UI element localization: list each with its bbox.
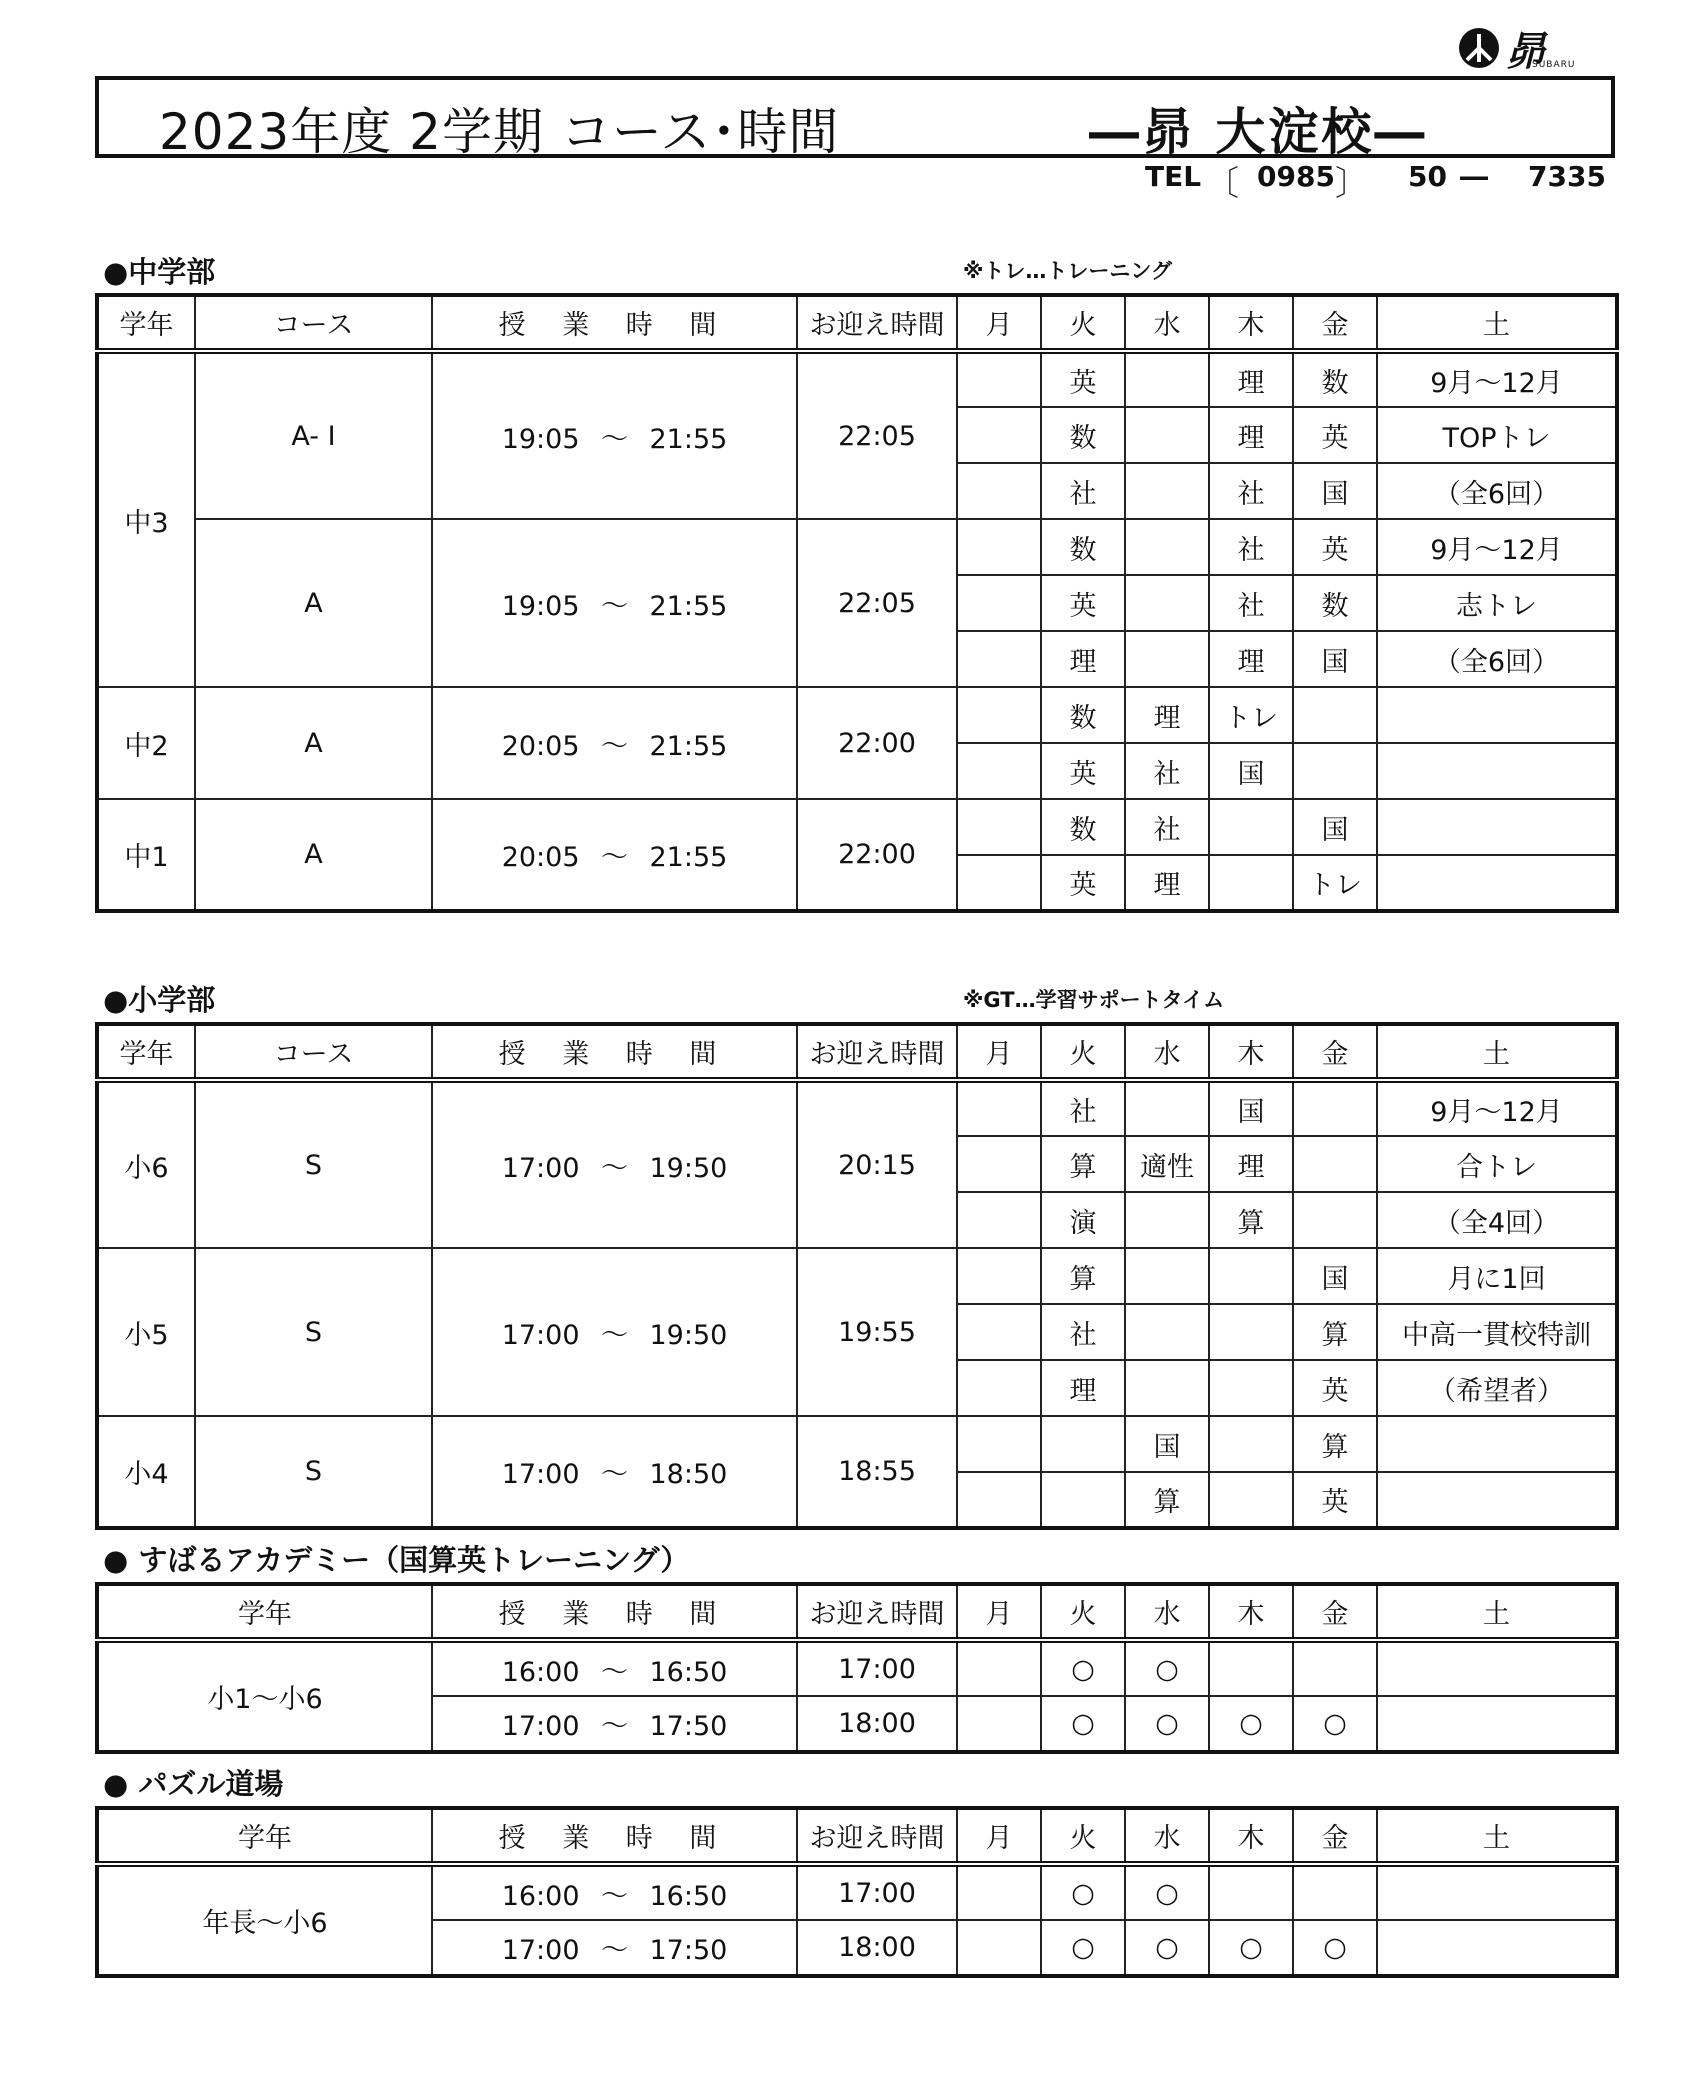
sat-cell xyxy=(1377,799,1617,855)
thu-cell: 理 xyxy=(1209,407,1293,463)
fri-cell: 英 xyxy=(1293,1360,1377,1416)
thu-cell: 社 xyxy=(1209,519,1293,575)
mon-cell xyxy=(957,1696,1041,1752)
wed-cell: 適性 xyxy=(1125,1136,1209,1192)
mon-cell xyxy=(957,1472,1041,1528)
end-time: 21:55 xyxy=(649,842,728,873)
grade-cell: 中1 xyxy=(97,799,195,911)
class-time-cell xyxy=(432,687,797,799)
start-time: 17:00 xyxy=(501,1152,580,1184)
grade-cell: 小6 xyxy=(97,1080,195,1248)
table-header-row xyxy=(97,1024,1617,1080)
mon-cell xyxy=(957,1136,1041,1192)
mon-cell xyxy=(957,1304,1041,1360)
wed-cell xyxy=(1125,1360,1209,1416)
thu-cell: 理 xyxy=(1209,351,1293,407)
thu-cell xyxy=(1209,799,1293,855)
tue-cell: 理 xyxy=(1041,631,1125,687)
class-time-cell xyxy=(432,1696,797,1752)
pickup-cell: 20:15 xyxy=(797,1080,957,1248)
table-row xyxy=(97,519,1617,575)
class-time-cell xyxy=(432,1080,797,1248)
fri-cell: 英 xyxy=(1293,519,1377,575)
tilde: ～ xyxy=(601,730,628,762)
table-row xyxy=(97,1416,1617,1472)
academy-schedule-table xyxy=(95,1582,1619,1754)
mon-cell xyxy=(957,1640,1041,1696)
start-time: 17:00 xyxy=(501,1711,580,1742)
thu-cell xyxy=(1209,1864,1293,1920)
start-time: 17:00 xyxy=(501,1935,580,1966)
wed-cell xyxy=(1125,463,1209,519)
wed-cell xyxy=(1125,575,1209,631)
sat-cell: 合トレ xyxy=(1377,1136,1617,1192)
junior-section-title: ●中学部 xyxy=(103,255,216,289)
wed-cell xyxy=(1125,407,1209,463)
fri-cell: 国 xyxy=(1293,463,1377,519)
end-time: 21:55 xyxy=(649,590,728,622)
fri-cell xyxy=(1293,1080,1377,1136)
start-time: 17:00 xyxy=(501,1459,580,1490)
mon-cell xyxy=(957,1416,1041,1472)
tilde: ～ xyxy=(601,1711,628,1742)
tel-exchange: 50 xyxy=(1408,160,1447,193)
grade-cell: 小5 xyxy=(97,1248,195,1416)
tilde: ～ xyxy=(601,1459,628,1490)
tilde: ～ xyxy=(601,590,628,622)
junior-note: ※トレ…トレーニング xyxy=(963,259,1172,283)
tue-cell: 数 xyxy=(1041,687,1125,743)
header-tue: 火 xyxy=(1041,1584,1125,1640)
wed-cell: ○ xyxy=(1125,1864,1209,1920)
grade-cell: 小1～小6 xyxy=(97,1640,432,1752)
header-mon: 月 xyxy=(957,1584,1041,1640)
tilde: ～ xyxy=(601,1152,628,1184)
mon-cell xyxy=(957,1248,1041,1304)
fri-cell xyxy=(1293,743,1377,799)
end-time: 16:50 xyxy=(649,1880,728,1912)
thu-cell xyxy=(1209,1360,1293,1416)
start-time: 19:05 xyxy=(501,590,580,622)
mon-cell xyxy=(957,1080,1041,1136)
mon-cell xyxy=(957,407,1041,463)
grade-cell: 中3 xyxy=(97,351,195,687)
fri-cell: 数 xyxy=(1293,575,1377,631)
header-mon: 月 xyxy=(957,1808,1041,1864)
header-class-time: 授 業 時 間 xyxy=(432,1024,797,1080)
thu-cell: ○ xyxy=(1209,1920,1293,1976)
tilde: ～ xyxy=(601,1319,628,1351)
thu-cell: 国 xyxy=(1209,1080,1293,1136)
sat-cell: （全6回） xyxy=(1377,463,1617,519)
header-grade: 学年 xyxy=(97,295,195,351)
tel-number: 7335 xyxy=(1528,160,1606,193)
pickup-cell: 18:55 xyxy=(797,1416,957,1528)
header-course: コース xyxy=(195,295,432,351)
header-course: コース xyxy=(195,1024,432,1080)
header-pickup: お迎え時間 xyxy=(797,1584,957,1640)
mon-cell xyxy=(957,855,1041,911)
class-time-cell xyxy=(432,1248,797,1416)
fri-cell: 英 xyxy=(1293,407,1377,463)
tilde: ～ xyxy=(601,1880,628,1912)
table-header-row xyxy=(97,1808,1617,1864)
header-class-time: 授 業 時 間 xyxy=(432,295,797,351)
course-cell: A xyxy=(195,687,432,799)
fri-cell xyxy=(1293,1864,1377,1920)
tue-cell: 社 xyxy=(1041,1304,1125,1360)
tue-cell: 数 xyxy=(1041,799,1125,855)
pickup-cell: 19:55 xyxy=(797,1248,957,1416)
sat-cell: TOPトレ xyxy=(1377,407,1617,463)
mon-cell xyxy=(957,463,1041,519)
sat-cell xyxy=(1377,1416,1617,1472)
header-wed: 水 xyxy=(1125,1584,1209,1640)
fri-cell: 算 xyxy=(1293,1304,1377,1360)
tilde: ～ xyxy=(601,842,628,873)
fri-cell: 英 xyxy=(1293,1472,1377,1528)
wed-cell: 理 xyxy=(1125,855,1209,911)
pickup-cell: 18:00 xyxy=(797,1920,957,1976)
tue-cell: ○ xyxy=(1041,1864,1125,1920)
thu-cell: 理 xyxy=(1209,1136,1293,1192)
header-grade: 学年 xyxy=(97,1808,432,1864)
tue-cell: ○ xyxy=(1041,1920,1125,1976)
pickup-cell: 22:05 xyxy=(797,519,957,687)
header-grade: 学年 xyxy=(97,1024,195,1080)
sat-cell xyxy=(1377,1640,1617,1696)
wed-cell: ○ xyxy=(1125,1696,1209,1752)
header-sat: 土 xyxy=(1377,1584,1617,1640)
tue-cell: 英 xyxy=(1041,575,1125,631)
thu-cell: 国 xyxy=(1209,743,1293,799)
pickup-cell: 17:00 xyxy=(797,1864,957,1920)
table-row xyxy=(97,687,1617,743)
fri-cell: 算 xyxy=(1293,1416,1377,1472)
tue-cell: 数 xyxy=(1041,519,1125,575)
pickup-cell: 17:00 xyxy=(797,1640,957,1696)
header-mon: 月 xyxy=(957,295,1041,351)
pickup-cell: 18:00 xyxy=(797,1696,957,1752)
puzzle-schedule-table xyxy=(95,1806,1619,1978)
sat-cell: 9月～12月 xyxy=(1377,1080,1617,1136)
start-time: 20:05 xyxy=(501,730,580,762)
thu-cell: 社 xyxy=(1209,575,1293,631)
sat-cell xyxy=(1377,743,1617,799)
header-fri: 金 xyxy=(1293,1024,1377,1080)
school-name: ―昴 大淀校― xyxy=(1089,103,1428,161)
tel-bracket-open: 〔 xyxy=(1205,164,1239,204)
table-row xyxy=(97,1080,1617,1136)
tue-cell: 理 xyxy=(1041,1360,1125,1416)
fri-cell xyxy=(1293,1640,1377,1696)
tue-cell: ○ xyxy=(1041,1640,1125,1696)
sat-cell: （全6回） xyxy=(1377,631,1617,687)
course-cell: A- I xyxy=(195,351,432,519)
class-time-cell xyxy=(432,519,797,687)
wed-cell xyxy=(1125,1080,1209,1136)
wed-cell xyxy=(1125,1248,1209,1304)
mon-cell xyxy=(957,631,1041,687)
wed-cell: 国 xyxy=(1125,1416,1209,1472)
wed-cell: ○ xyxy=(1125,1640,1209,1696)
header-grade: 学年 xyxy=(97,1584,432,1640)
puzzle-section-title: ● パズル道場 xyxy=(103,1767,284,1801)
mon-cell xyxy=(957,519,1041,575)
table-row xyxy=(97,351,1617,407)
header-tue: 火 xyxy=(1041,295,1125,351)
pickup-cell: 22:05 xyxy=(797,351,957,519)
table-header-row xyxy=(97,1584,1617,1640)
end-time: 21:55 xyxy=(649,423,728,455)
class-time-cell xyxy=(432,1920,797,1976)
start-time: 16:00 xyxy=(501,1656,580,1688)
thu-cell: 社 xyxy=(1209,463,1293,519)
tue-cell: 演 xyxy=(1041,1192,1125,1248)
class-time-cell xyxy=(432,351,797,519)
end-time: 21:55 xyxy=(649,730,728,762)
course-cell: A xyxy=(195,799,432,911)
header-pickup: お迎え時間 xyxy=(797,1024,957,1080)
sat-cell xyxy=(1377,855,1617,911)
sat-cell xyxy=(1377,1920,1617,1976)
mon-cell xyxy=(957,1360,1041,1416)
sat-cell xyxy=(1377,1696,1617,1752)
mon-cell xyxy=(957,1864,1041,1920)
title-box xyxy=(95,76,1615,161)
fri-cell xyxy=(1293,1136,1377,1192)
tilde: ～ xyxy=(601,1935,628,1966)
class-time-cell xyxy=(432,1640,797,1696)
table-row xyxy=(97,1640,1617,1696)
fri-cell xyxy=(1293,1192,1377,1248)
thu-cell: 理 xyxy=(1209,631,1293,687)
sat-cell: （全4回） xyxy=(1377,1192,1617,1248)
fri-cell: ○ xyxy=(1293,1696,1377,1752)
sat-cell xyxy=(1377,1472,1617,1528)
wed-cell: 社 xyxy=(1125,799,1209,855)
tue-cell: 社 xyxy=(1041,1080,1125,1136)
class-time-cell xyxy=(432,1416,797,1528)
fri-cell: 国 xyxy=(1293,1248,1377,1304)
wed-cell xyxy=(1125,519,1209,575)
pickup-cell: 22:00 xyxy=(797,799,957,911)
tilde: ～ xyxy=(601,423,628,455)
wed-cell xyxy=(1125,351,1209,407)
pickup-cell: 22:00 xyxy=(797,687,957,799)
tue-cell xyxy=(1041,1472,1125,1528)
thu-cell xyxy=(1209,1248,1293,1304)
tue-cell: 算 xyxy=(1041,1136,1125,1192)
sat-cell xyxy=(1377,687,1617,743)
tue-cell: 社 xyxy=(1041,463,1125,519)
sat-cell xyxy=(1377,1864,1617,1920)
header-thu: 木 xyxy=(1209,295,1293,351)
sat-cell: 9月～12月 xyxy=(1377,519,1617,575)
tue-cell: 英 xyxy=(1041,351,1125,407)
thu-cell xyxy=(1209,1304,1293,1360)
tue-cell: 算 xyxy=(1041,1248,1125,1304)
thu-cell xyxy=(1209,1472,1293,1528)
mon-cell xyxy=(957,1920,1041,1976)
header-pickup: お迎え時間 xyxy=(797,295,957,351)
tue-cell: 英 xyxy=(1041,855,1125,911)
end-time: 19:50 xyxy=(649,1319,728,1351)
header-sat: 土 xyxy=(1377,295,1617,351)
elementary-schedule-table xyxy=(95,1022,1619,1530)
course-cell: S xyxy=(195,1248,432,1416)
wed-cell: ○ xyxy=(1125,1920,1209,1976)
header-wed: 水 xyxy=(1125,1024,1209,1080)
tue-cell: 数 xyxy=(1041,407,1125,463)
thu-cell: トレ xyxy=(1209,687,1293,743)
header-mon: 月 xyxy=(957,1024,1041,1080)
fri-cell: ○ xyxy=(1293,1920,1377,1976)
header-fri: 金 xyxy=(1293,1808,1377,1864)
fri-cell xyxy=(1293,687,1377,743)
elementary-section-title: ●小学部 xyxy=(103,983,216,1017)
fri-cell: 国 xyxy=(1293,799,1377,855)
course-cell: A xyxy=(195,519,432,687)
wed-cell xyxy=(1125,1304,1209,1360)
thu-cell: 算 xyxy=(1209,1192,1293,1248)
header-wed: 水 xyxy=(1125,1808,1209,1864)
end-time: 17:50 xyxy=(649,1711,728,1742)
header-sat: 土 xyxy=(1377,1808,1617,1864)
sat-cell: 中高一貫校特訓 xyxy=(1377,1304,1617,1360)
junior-schedule-table xyxy=(95,293,1619,913)
logo-sub: SUBARU xyxy=(1532,60,1576,70)
tue-cell xyxy=(1041,1416,1125,1472)
tilde: ～ xyxy=(601,1656,628,1688)
page-title: 2023年度 2学期 コース･時間 xyxy=(159,103,840,161)
end-time: 19:50 xyxy=(649,1152,728,1184)
header-fri: 金 xyxy=(1293,295,1377,351)
start-time: 20:05 xyxy=(501,842,580,873)
grade-cell: 小4 xyxy=(97,1416,195,1528)
fri-cell: 国 xyxy=(1293,631,1377,687)
mon-cell xyxy=(957,687,1041,743)
wed-cell: 算 xyxy=(1125,1472,1209,1528)
tel-area-code: 0985 xyxy=(1257,160,1335,193)
sat-cell: 志トレ xyxy=(1377,575,1617,631)
class-time-cell xyxy=(432,799,797,911)
wed-cell xyxy=(1125,631,1209,687)
start-time: 17:00 xyxy=(501,1319,580,1351)
thu-cell xyxy=(1209,855,1293,911)
grade-cell: 年長～小6 xyxy=(97,1864,432,1976)
mon-cell xyxy=(957,743,1041,799)
sat-cell: 9月～12月 xyxy=(1377,351,1617,407)
table-row xyxy=(97,1248,1617,1304)
header-thu: 木 xyxy=(1209,1584,1293,1640)
tel-label: TEL xyxy=(1145,160,1202,193)
mon-cell xyxy=(957,1192,1041,1248)
thu-cell xyxy=(1209,1416,1293,1472)
header-class-time: 授 業 時 間 xyxy=(432,1584,797,1640)
tue-cell: 英 xyxy=(1041,743,1125,799)
header-tue: 火 xyxy=(1041,1808,1125,1864)
sat-cell: 月に1回 xyxy=(1377,1248,1617,1304)
fri-cell: 数 xyxy=(1293,351,1377,407)
wed-cell xyxy=(1125,1192,1209,1248)
end-time: 18:50 xyxy=(649,1459,728,1490)
academy-section-title: ● すばるアカデミー（国算英トレーニング） xyxy=(103,1543,690,1577)
start-time: 19:05 xyxy=(501,423,580,455)
class-time-cell xyxy=(432,1864,797,1920)
mon-cell xyxy=(957,351,1041,407)
mon-cell xyxy=(957,575,1041,631)
header-thu: 木 xyxy=(1209,1808,1293,1864)
header-thu: 木 xyxy=(1209,1024,1293,1080)
header-fri: 金 xyxy=(1293,1584,1377,1640)
thu-cell xyxy=(1209,1640,1293,1696)
fri-cell: トレ xyxy=(1293,855,1377,911)
tue-cell: ○ xyxy=(1041,1696,1125,1752)
header-tue: 火 xyxy=(1041,1024,1125,1080)
mon-cell xyxy=(957,799,1041,855)
wed-cell: 社 xyxy=(1125,743,1209,799)
table-header-row xyxy=(97,295,1617,351)
logo-name: 昴 xyxy=(1505,29,1545,75)
table-row xyxy=(97,1864,1617,1920)
tel-bracket-close: 〕 xyxy=(1335,164,1369,204)
end-time: 16:50 xyxy=(649,1656,728,1688)
sat-cell: （希望者） xyxy=(1377,1360,1617,1416)
header-class-time: 授 業 時 間 xyxy=(432,1808,797,1864)
header-sat: 土 xyxy=(1377,1024,1617,1080)
header-wed: 水 xyxy=(1125,295,1209,351)
thu-cell: ○ xyxy=(1209,1696,1293,1752)
course-cell: S xyxy=(195,1416,432,1528)
end-time: 17:50 xyxy=(649,1935,728,1966)
elementary-note: ※GT…学習サポートタイム xyxy=(963,988,1225,1012)
header-pickup: お迎え時間 xyxy=(797,1808,957,1864)
wed-cell: 理 xyxy=(1125,687,1209,743)
start-time: 16:00 xyxy=(501,1880,580,1912)
course-cell: S xyxy=(195,1080,432,1248)
grade-cell: 中2 xyxy=(97,687,195,799)
table-row xyxy=(97,799,1617,855)
tel-dash: ― xyxy=(1460,160,1488,193)
